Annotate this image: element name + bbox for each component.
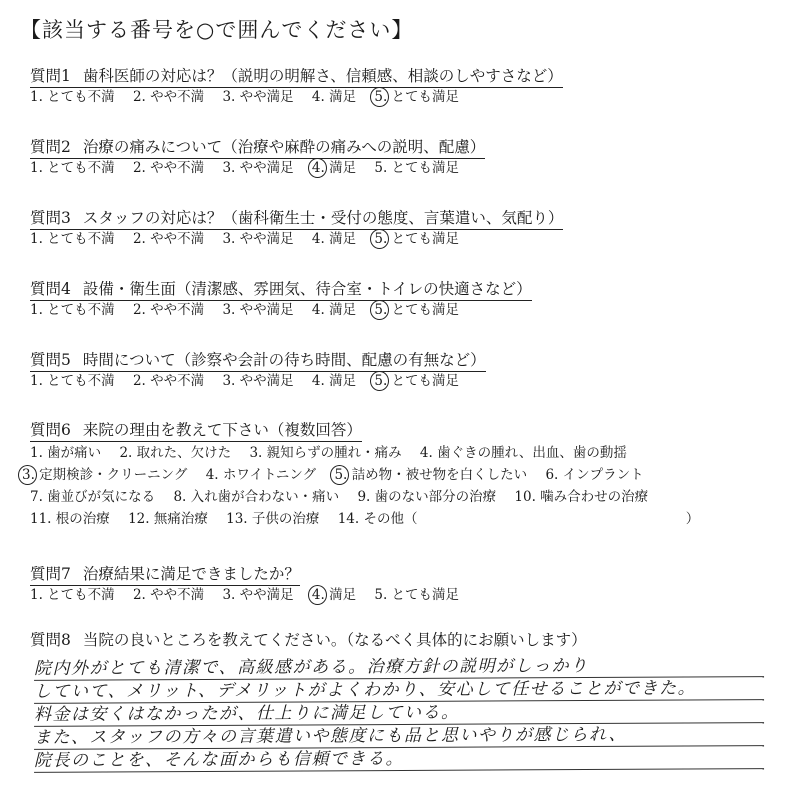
q7-option-1[interactable]: 1. とても不満 (30, 587, 115, 603)
question-7 (30, 564, 473, 606)
instruction-header: 【該当する番号を○で囲んでください】 (20, 18, 414, 42)
handwritten-line-4: また、スタッフの方々の言葉遣いや態度にも品と思いやりが感じられ、 (34, 723, 764, 750)
handwritten-line-1: 院内外がとても清潔で、高級感がある。治療方針の説明がしっかり (34, 654, 764, 681)
q5-option-2[interactable]: 2. やや不満 (132, 373, 205, 389)
question-4 (30, 279, 532, 321)
question-2 (30, 137, 485, 179)
q5-option-5-circled[interactable]: 5. とても満足 (374, 370, 459, 392)
q6-option-whitening[interactable]: 4. ホワイトニング (205, 467, 317, 483)
question-6 (22, 420, 713, 530)
q3-option-5-circled[interactable]: 5. とても満足 (374, 228, 459, 250)
question-5-title: 質問5 時間について（診察や会計の待ち時間、配慮の有無など） (30, 350, 486, 370)
question-1-options (30, 86, 563, 108)
q2-option-4-circled[interactable]: 4. 満足 (312, 157, 356, 179)
q2-option-2[interactable]: 2. やや不満 (132, 160, 205, 176)
q3-option-1[interactable]: 1. とても不満 (30, 231, 115, 247)
q7-option-5[interactable]: 5. とても満足 (374, 587, 460, 603)
question-3 (30, 208, 563, 250)
q3-option-4[interactable]: 4. 満足 (311, 231, 357, 247)
q4-option-1[interactable]: 1. とても不満 (30, 302, 115, 318)
q3-option-3[interactable]: 3. やや満足 (222, 231, 294, 247)
q6-other-close-paren: ） (685, 511, 700, 527)
q1-option-1[interactable]: 1. とても不満 (30, 89, 115, 105)
q6-option-1[interactable]: 1. 歯が痛い (30, 445, 102, 461)
q2-option-5[interactable]: 5. とても満足 (374, 160, 460, 176)
question-6-options-row-1 (30, 442, 713, 464)
q6-option-7[interactable]: 7. 歯並びが気になる (30, 489, 156, 505)
question-4-options (30, 299, 532, 321)
q5-option-1[interactable]: 1. とても不満 (30, 373, 115, 389)
handwritten-answer[interactable] (34, 656, 764, 771)
question-8 (30, 630, 587, 650)
q6-option-9[interactable]: 9. 歯のない部分の治療 (357, 489, 497, 505)
q7-option-2[interactable]: 2. やや不満 (132, 587, 205, 603)
q4-option-2[interactable]: 2. やや不満 (132, 302, 205, 318)
question-2-options (30, 157, 485, 179)
q1-option-5-circled[interactable]: 5. とても満足 (374, 86, 459, 108)
question-6-title: 質問6 来院の理由を教えて下さい（複数回答） (30, 420, 362, 440)
q2-option-3[interactable]: 3. やや満足 (222, 160, 294, 176)
question-3-options (30, 228, 563, 250)
q6-option-11[interactable]: 11. 根の治療 (30, 511, 110, 527)
q1-option-3[interactable]: 3. やや満足 (222, 89, 294, 105)
handwritten-line-2: していて、メリット、デメリットがよくわかり、安心して任せることができた。 (34, 677, 764, 704)
question-8-title: 質問8 当院の良いところを教えてください。（なるべく具体的にお願いします） (30, 631, 587, 649)
q6-option-white-fillings-circled[interactable]: 5. 詰め物・被せ物を白くしたい (334, 464, 527, 486)
question-4-title: 質問4 設備・衛生面（清潔感、雰囲気、待合室・トイレの快適さなど） (30, 279, 532, 299)
question-1 (30, 66, 563, 108)
question-1-title: 質問1 歯科医師の対応は？（説明の明解さ、信頼感、相談のしやすさなど） (30, 66, 563, 86)
q6-option-14-other[interactable]: 14. その他（ (337, 511, 418, 527)
q6-option-cleaning-circled[interactable]: 3. 定期検診・クリーニング (22, 464, 187, 486)
question-6-options-row-2 (22, 464, 713, 486)
q6-option-3[interactable]: 3. 親知らずの腫れ・痛み (249, 445, 402, 461)
q7-option-4-circled[interactable]: 4. 満足 (312, 584, 356, 606)
q6-option-10[interactable]: 10. 噛み合わせの治療 (514, 489, 649, 505)
question-3-title: 質問3 スタッフの対応は？（歯科衛生士・受付の態度、言葉遣い、気配り） (30, 208, 563, 228)
question-6-options-row-4 (30, 508, 713, 530)
question-7-options (30, 584, 473, 606)
q7-option-3[interactable]: 3. やや満足 (222, 587, 294, 603)
q5-option-4[interactable]: 4. 満足 (311, 373, 357, 389)
q4-option-5-circled[interactable]: 5. とても満足 (374, 299, 459, 321)
question-5-options (30, 370, 486, 392)
q6-option-2[interactable]: 2. 取れた、欠けた (119, 445, 232, 461)
q4-option-4[interactable]: 4. 満足 (311, 302, 357, 318)
question-7-title: 質問7 治療結果に満足できましたか？ (30, 564, 300, 584)
q1-option-4[interactable]: 4. 満足 (311, 89, 357, 105)
q6-option-4[interactable]: 4. 歯ぐきの腫れ、出血、歯の動揺 (419, 445, 627, 461)
q1-option-2[interactable]: 2. やや不満 (132, 89, 205, 105)
question-6-options-row-3 (30, 486, 713, 508)
q3-option-2[interactable]: 2. やや不満 (132, 231, 205, 247)
q6-option-implant[interactable]: 6. インプラント (545, 467, 644, 483)
q4-option-3[interactable]: 3. やや満足 (222, 302, 294, 318)
q2-option-1[interactable]: 1. とても不満 (30, 160, 115, 176)
q6-option-8[interactable]: 8. 入れ歯が合わない・痛い (173, 489, 340, 505)
question-2-title: 質問2 治療の痛みについて（治療や麻酔の痛みへの説明、配慮） (30, 137, 485, 157)
q5-option-3[interactable]: 3. やや満足 (222, 373, 294, 389)
question-5 (30, 350, 486, 392)
q6-option-13[interactable]: 13. 子供の治療 (226, 511, 320, 527)
handwritten-line-3: 料金は安くはなかったが、仕上りに満足している。 (34, 700, 764, 727)
handwritten-line-5: 院長のことを、そんな面からも信頼できる。 (34, 746, 764, 773)
q6-option-12[interactable]: 12. 無痛治療 (128, 511, 208, 527)
